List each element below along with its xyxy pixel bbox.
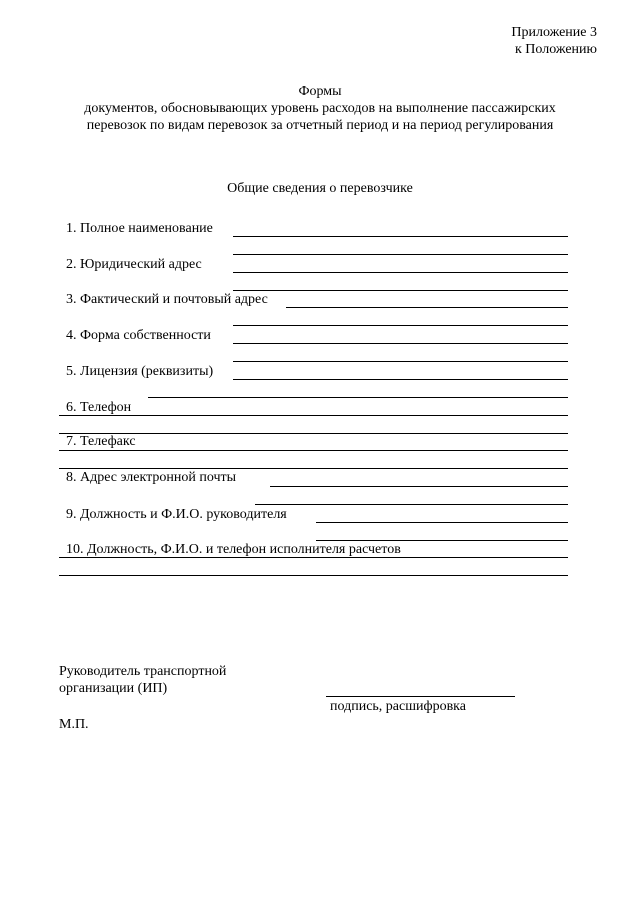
fill-line [233,343,568,344]
field-label-ownership: 4. Форма собственности [66,328,211,343]
fill-line [233,272,568,273]
fill-line [59,415,568,416]
fill-line [233,361,568,362]
field-label-legal-address: 2. Юридический адрес [66,257,202,272]
field-label-fax: 7. Телефакс [66,434,136,449]
fill-line [59,557,568,558]
field-label-calculations-executor: 10. Должность, Ф.И.О. и телефон исполнителя расчетов [66,542,401,557]
field-label-actual-address: 3. Фактический и почтовый адрес [66,292,268,307]
seal-place: М.П. [59,717,89,732]
fill-line [316,522,568,523]
signature-head-line-2: организации (ИП) [59,681,168,696]
fill-line [59,450,568,451]
title-line-3: перевозок по видам перевозок за отчетный период и на период регулирования [86,118,554,133]
fill-line [59,468,568,469]
field-label-license: 5. Лицензия (реквизиты) [66,364,214,379]
field-label-phone: 6. Телефон [66,400,132,415]
fill-line [59,575,568,576]
section-title: Общие сведения о перевозчике [227,181,413,196]
fill-line [233,379,568,380]
field-label-director: 9. Должность и Ф.И.О. руководителя [66,507,287,522]
fill-line [255,504,568,505]
appendix-reference: к Положению [514,42,597,57]
fill-line [270,486,568,487]
title-line-1: Формы [298,84,342,99]
fill-line [316,540,568,541]
field-label-full-name: 1. Полное наименование [66,221,213,236]
field-label-email: 8. Адрес электронной почты [66,470,237,485]
signature-caption: подпись, расшифровка [330,699,466,714]
fill-line [148,397,568,398]
fill-line [286,307,568,308]
fill-line [233,325,568,326]
signature-line [326,696,515,697]
fill-line [233,236,568,237]
fill-line [233,290,568,291]
title-line-2: документов, обосновывающих уровень расходов на выполнение пассажирских [84,101,556,116]
appendix-number: Приложение 3 [511,25,597,40]
signature-head-line-1: Руководитель транспортной [59,664,227,679]
fill-line [233,254,568,255]
